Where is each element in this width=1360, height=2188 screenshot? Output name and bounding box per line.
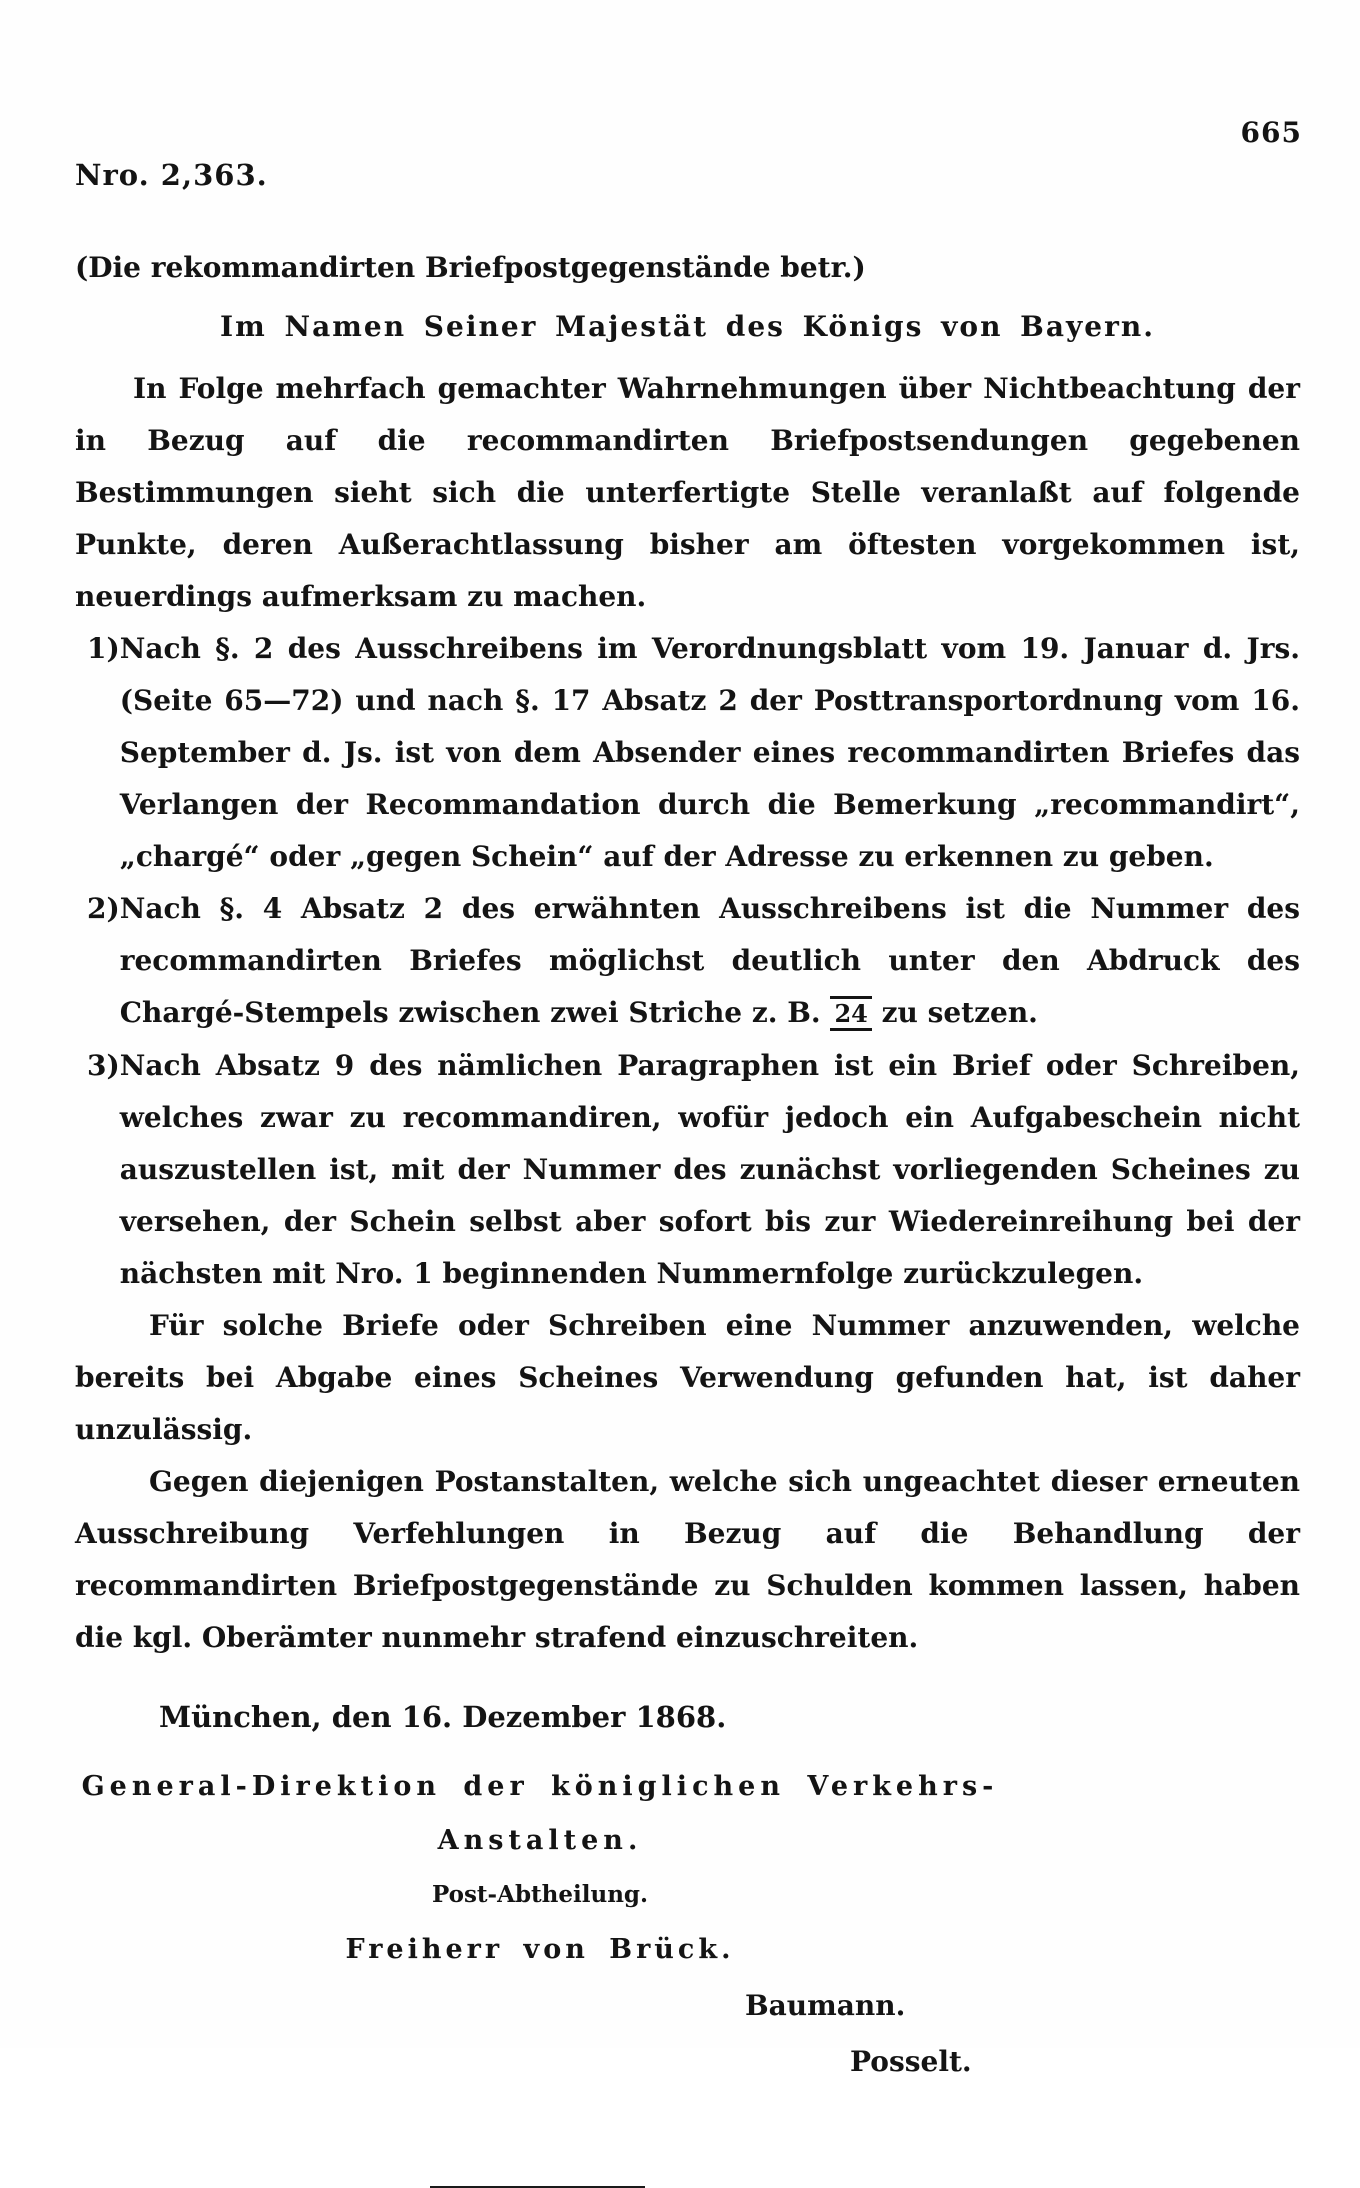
- royal-title-line: Im Namen Seiner Majestät des Königs von Bayern.: [220, 310, 1155, 343]
- dateline: München, den 16. Dezember 1868.: [159, 1700, 727, 1734]
- signature-baumann: Baumann.: [745, 1989, 906, 2022]
- department-line: Post-Abtheilung.: [431, 1881, 649, 1908]
- list-marker-1: 1): [87, 632, 120, 665]
- list-text-3: Nach Absatz 9 des nämlichen Paragraphen ist ein Brief oder Schreiben, welches zwar zu recommandiren, wofür jedoch ein Aufgabeschein nicht auszustellen ist, mit der Nummer des zunächst vorliegenden Scheines zu versehen, der Schein selbst aber sofort bis zur Wiedereinreihung bei der nächsten mit Nro. 1 beginnenden Nummernfolge zurückzulegen.: [119, 1049, 1300, 1290]
- subject-line: (Die rekommandirten Briefpostgegenstände betr.): [75, 251, 866, 284]
- list-marker-2: 2): [87, 892, 120, 925]
- list-item-3: [75, 1040, 1300, 1300]
- page-number: 665: [1240, 116, 1302, 149]
- document-content: [75, 158, 1300, 2188]
- list-text-2-after: zu setzen.: [871, 996, 1038, 1029]
- issuing-authority: General-Direktion der königlichen Verkehrs-Anstalten.: [81, 1771, 999, 1856]
- intro-paragraph: In Folge mehrfach gemachter Wahrnehmungen über Nichtbeachtung der in Bezug auf die recommandirten Briefpostsendungen gegebenen Bestimmungen sieht sich die unterfertigte Stelle veranlaßt auf folgende Punkte, deren Außerachtlassung bisher am öftesten vorgekommen ist, neuerdings aufmerksam zu machen.: [75, 372, 1300, 613]
- list-text-1: Nach §. 2 des Ausschreibens im Verordnungsblatt vom 19. Januar d. Jrs. (Seite 65—72) und nach §. 17 Absatz 2 der Posttransportordnung vom 16. September d. Js. ist von dem Absender eines recommandirten Briefes das Verlangen der Recommandation durch die Bemerkung „recommandirt“, „chargé“ oder „gegen Schein“ auf der Adresse zu erkennen zu geben.: [119, 632, 1300, 873]
- list-text-2-before: Nach §. 4 Absatz 2 des erwähnten Ausschreibens ist die Nummer des recommandirten Briefes möglichst deutlich unter den Abdruck des Chargé-Stempels zwischen zwei Striche z. B.: [119, 892, 1300, 1029]
- signature-block: [75, 1760, 1300, 2090]
- list-marker-3: 3): [87, 1049, 120, 1082]
- list-item-2: [75, 883, 1300, 1040]
- list-item-1: [75, 623, 1300, 883]
- list-text-2: [120, 883, 1300, 1040]
- signature-posselt: Posselt.: [850, 2045, 972, 2078]
- paragraph-strafend: Gegen diejenigen Postanstalten, welche sich ungeachtet dieser erneuten Ausschreibung Verfehlungen in Bezug auf die Behandlung der recommandirten Briefpostgegenstände zu Schulden kommen lassen, haben die kgl. Oberämter nunmehr strafend einzuschreiten.: [75, 1465, 1300, 1654]
- decree-number: Nro. 2,363.: [75, 158, 268, 192]
- signature-freiherr-von-brueck: Freiherr von Brück.: [345, 1934, 735, 1965]
- charge-number-example: 24: [830, 996, 871, 1031]
- numbered-list: [75, 623, 1300, 1300]
- paragraph-unzulaessig: Für solche Briefe oder Schreiben eine Nummer anzuwenden, welche bereits bei Abgabe eines Scheines Verwendung gefunden hat, ist daher unzulässig.: [75, 1309, 1300, 1446]
